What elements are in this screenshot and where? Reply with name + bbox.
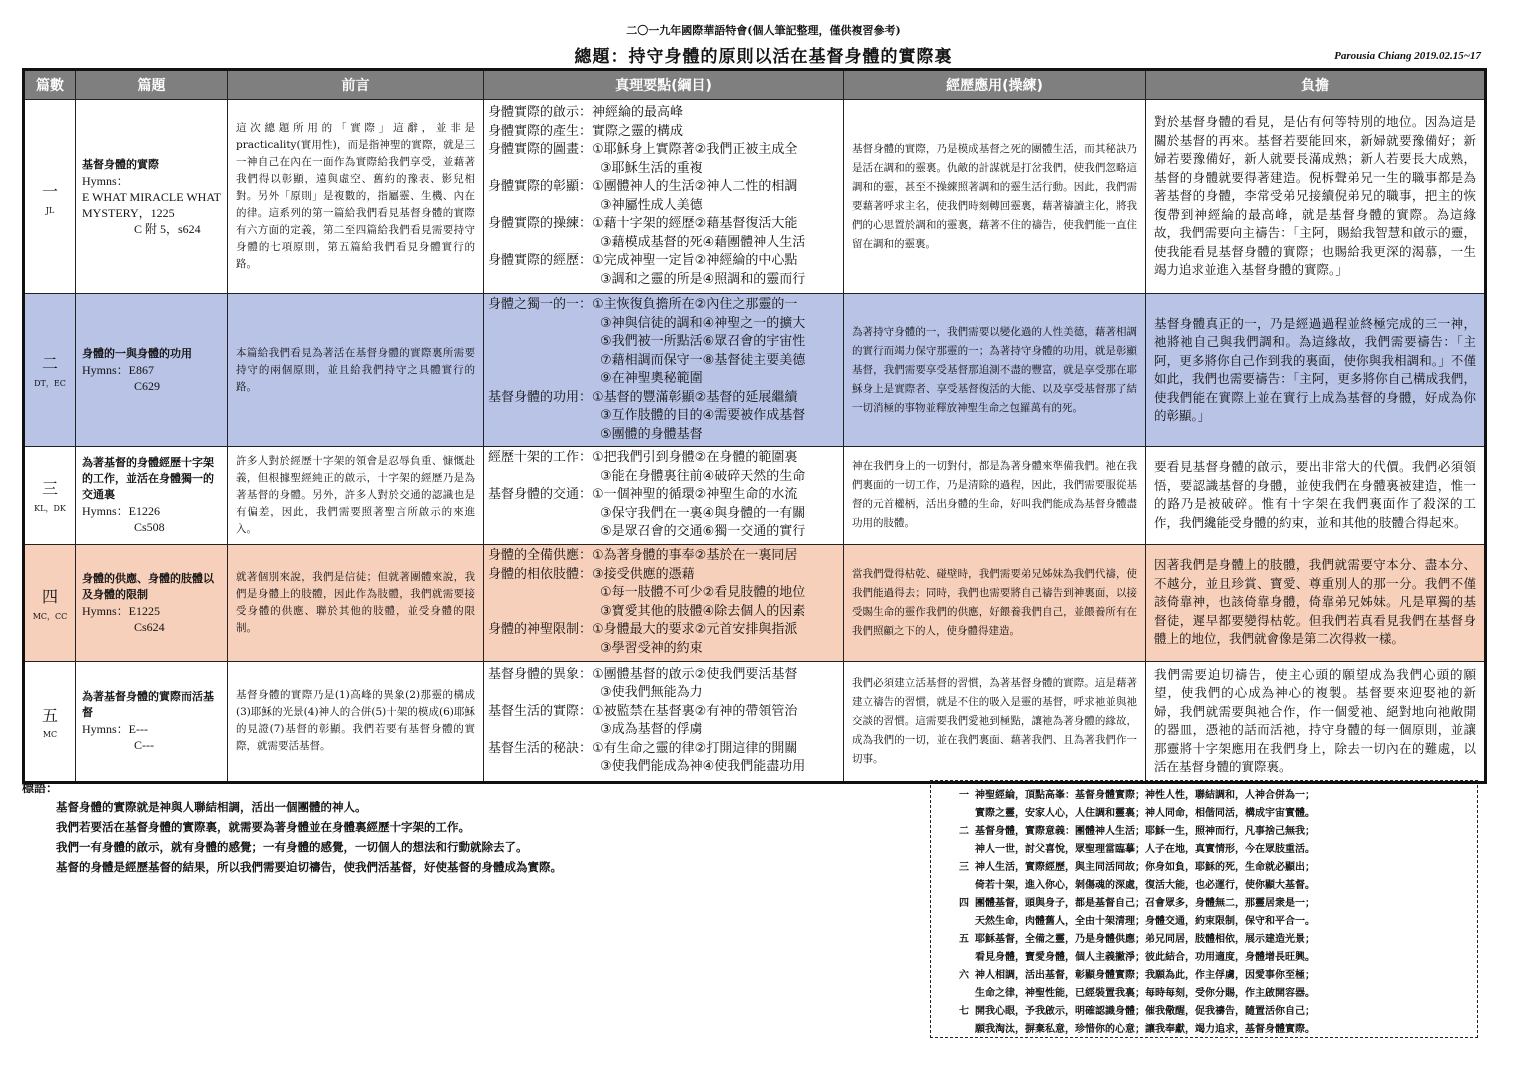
point-item: ③耶穌生活的重複 (600, 160, 703, 176)
point-line (488, 370, 839, 389)
hymns-line: Hymns：E1226 (82, 504, 161, 519)
verse-text: 神人一世，討父喜悅，眾聖理當臨摹；人子在地，真實情形，今在眾肢重活。 (975, 844, 1315, 855)
table-row (24, 294, 1486, 447)
message-title-cell (76, 661, 228, 782)
motto-line: 我們若要活在基督身體的實際裏，就需要為著身體並在身體裏經歷十字架的工作。 (56, 820, 470, 834)
message-title-cell (76, 544, 228, 661)
poem-verse-line (941, 859, 1467, 877)
experience-cell: 當我們覺得枯乾、碰壁時，我們需要弟兄姊妹為我們代禱，使我們能過得去；同時，我們也需要將自己禱告到神裏面，以接受賜生命的靈作我們的供應，好餵養我們自己，並餵養所有在我們照顧之下的人，使身體得建造。 (844, 544, 1146, 661)
point-item: ③寶愛其他的肢體④除去個人的因素 (600, 603, 806, 619)
point-item: ①身體最大的要求②元首安排與指派 (592, 622, 798, 637)
hymns-line: C 附 5，s624 (134, 221, 201, 236)
speaker-code: MC (42, 730, 58, 739)
point-line (488, 621, 839, 640)
points-cell (484, 661, 844, 782)
message-title-cell (76, 294, 228, 447)
preface-cell: 基督身體的實際乃是(1)高峰的異象(2)那靈的構成(3)耶穌的光景(4)神人的合併(5)十架的模成(6)耶穌的見證(7)基督的彰顯。我們若要有基督身體的實際，就需要活基督。 (228, 661, 484, 782)
point-line (488, 407, 839, 426)
speaker-code: JL (45, 205, 55, 215)
message-title: 身體的一與身體的功用 (82, 347, 192, 360)
verse-text: 倚若十架，進入你心，剝傷魂的深處，復活大能，也必運行，使你顯大基督。 (975, 880, 1315, 891)
point-label: 身體實際的啟示： (488, 105, 593, 120)
verse-text: 實際之靈，安家人心，人住調和靈裏；神人同命，相偕同活，構成宇宙實體。 (975, 808, 1315, 819)
poem-verse-line (941, 931, 1467, 949)
table-row (24, 447, 1486, 545)
point-line (488, 197, 839, 216)
poem-verse-line (941, 877, 1467, 895)
hymns-line: C629 (134, 379, 161, 393)
verse-number: 三 (959, 862, 969, 873)
point-item: 神經綸的最高峰 (592, 105, 684, 120)
point-item: ①團體基督的啟示②使我們要活基督 (592, 666, 798, 682)
point-label: 基督身體的異象： (488, 666, 593, 682)
point-item: ①一個神聖的循環②神聖生命的水流 (592, 487, 798, 502)
hymns-line: Hymns：E867 (82, 363, 155, 377)
point-line (488, 160, 839, 179)
poem-verse-line (941, 1003, 1467, 1021)
point-item: ③保守我們在一裏④與身體的一有關 (600, 505, 806, 521)
point-line (488, 141, 839, 160)
poem-verse-line (941, 949, 1467, 967)
preface-cell: 這次總題所用的「實際」這辭，並非是practicality(實用性)，而是指神聖的實際，就是三一神自己在內在一面作為實際給我們享受，並藉著我們得以彰顯，遠與虛空、舊約的豫表、影兒相對。另外「原則」是複數的，指屬靈、生機、內在的律。這系列的第一篇給我們看見基督身體的實際有六方面的定義，第二至四篇給我們看見需要持守身體的七項原則，第五篇給我們看見身體實行的路。 (228, 100, 484, 294)
point-item: ③互作肢體的目的④需要被作成基督 (600, 408, 806, 423)
hymns-line: E WHAT MIRACLE WHAT MYSTERY，1225 (82, 189, 221, 220)
message-title-cell (76, 447, 228, 545)
message-number: 四 (41, 586, 58, 606)
point-line (488, 389, 839, 408)
point-item: ③神屬性成人美德 (600, 197, 703, 213)
point-line (488, 666, 839, 685)
point-item: ①有生命之靈的律②打開這律的開關 (592, 740, 798, 756)
points-cell (484, 447, 844, 545)
point-line (488, 640, 839, 659)
poem-verse-line (941, 895, 1467, 913)
point-line (488, 104, 839, 123)
point-item: ①每一肢體不可少②看見肢體的地位 (600, 585, 806, 600)
poem-verse-line (941, 967, 1467, 985)
point-line (488, 271, 839, 290)
poem-verse-line (941, 985, 1467, 1003)
verse-text: 開我心眼，予我啟示，明確認識身體；催我儆醒，促我禱告，隨置活你自己； (975, 1006, 1315, 1017)
point-label: 基督生活的實際： (488, 703, 593, 719)
points-cell (484, 100, 844, 294)
message-title: 基督身體的實際 (82, 157, 159, 171)
verse-text: 耶穌基督，全備之靈，乃是身體供應；弟兄同居，肢體相依，展示建造光景； (975, 934, 1315, 945)
point-item: ①主恢復負擔所在②內住之那靈的一 (592, 297, 798, 312)
point-line (488, 352, 839, 371)
verse-text: 願我淘汰，摒棄私意，珍惜你的心意；讓我奉獻，竭力追求，基督身體實際。 (975, 1024, 1315, 1035)
point-label: 身體實際的圖畫： (488, 142, 593, 157)
poem-verse-line (941, 841, 1467, 859)
point-label: 身體實際的經歷： (488, 253, 593, 268)
point-item: ③學習受神的約束 (600, 640, 703, 656)
point-line (488, 234, 839, 253)
experience-cell: 神在我們身上的一切對付，都是為著身體來準備我們。祂在我們裏面的一切工作，乃是清除的過程，因此，我們需要服從基督的元首權柄，活出身體的生命，好叫我們能成為基督身體盡功用的肢體。 (844, 447, 1146, 545)
table-header-row (24, 70, 1486, 100)
point-line (488, 123, 839, 142)
point-line (488, 426, 839, 445)
message-title-cell (76, 100, 228, 294)
poem-verse-line (941, 913, 1467, 931)
point-item: ③調和之靈的所是④照調和的靈而行 (600, 271, 806, 287)
message-number-cell (24, 661, 76, 782)
poem-verse-line (941, 1021, 1467, 1039)
point-line (488, 584, 839, 603)
point-item: ③接受供應的憑藉 (592, 566, 695, 582)
point-label: 身體之獨一的一： (488, 297, 593, 312)
burden-cell: 我們需要迫切禱告，使主心頭的願望成為我們心頭的願望，使我們的心成為神心的複製。基督要來迎娶祂的新婦，我們就需要與祂合作，作一個愛祂、絕對地向祂敞開的器皿，憑祂的話而活祂，持守身體的每一個原則，並讓那靈將十字架應用在我們身上，除去一切內在的難處，以活在基督身體的實際裏。 (1146, 661, 1486, 782)
message-number-cell (24, 447, 76, 545)
verse-text: 神聖經綸，頂點高峯：基督身體實際；神性人性，聯結調和，人神合併為一； (975, 790, 1315, 801)
point-line (488, 740, 839, 759)
table-row (24, 544, 1486, 661)
verse-number: 五 (959, 934, 969, 945)
point-label: 身體的相依肢體： (488, 566, 593, 582)
message-title: 身體的供應、身體的肢體以及身體的限制 (82, 571, 214, 601)
preface-cell: 本篇給我們看見為著活在基督身體的實際裏所需要持守的兩個原則，並且給我們持守之具體實行的路。 (228, 294, 484, 447)
point-label: 身體的神聖限制： (488, 622, 593, 637)
point-line (488, 315, 839, 334)
point-item: ①團體神人的生活②神人二性的相調 (592, 179, 798, 194)
point-label: 身體實際的操練： (488, 216, 593, 231)
speaker-code: MC，CC (32, 611, 68, 621)
outline-table (22, 68, 1487, 784)
table-row (24, 661, 1486, 782)
point-line (488, 566, 839, 585)
message-title: 為著基督身體的實際而活基督 (82, 690, 214, 719)
verse-text: 神人相調，活出基督，彰顯身體實際；我願為此，作主俘虜，因愛事你至極； (975, 970, 1315, 981)
verse-number: 二 (959, 826, 969, 837)
experience-cell: 我們必須建立活基督的習慣，為著基督身體的實際。這是藉著建立禱告的習慣，就是不住的吸入是靈的基督，呼求祂並與祂交談的習慣。這需要我們愛祂到極點，讓祂為著身體的緣故，成為我們的一切，並在我們裏面、藉著我們、且為著我們作一切事。 (844, 661, 1146, 782)
message-number: 二 (41, 354, 58, 373)
points-cell (484, 544, 844, 661)
verse-text: 團體基督，頭與身子，都是基督自己；召會眾多，身體無二，那靈居衆是一； (975, 898, 1315, 909)
point-line (488, 547, 839, 566)
point-label: 基督身體的交通： (488, 487, 593, 502)
point-item: ⑤我們被一所點活⑥眾召會的宇宙性 (600, 334, 806, 349)
header-cell-experience: 經歷應用(操練) (844, 70, 1146, 100)
hymn-poem-box (930, 780, 1478, 1038)
point-item: ③藉模成基督的死④藉團體神人生活 (600, 234, 806, 250)
mottos-list (56, 797, 562, 877)
burden-cell: 要看見基督身體的啟示，要出非常大的代價。我們必須領悟，要認識基督的身體，並使我們在身體裏被建造，惟一的路乃是被破碎。惟有十字架在我們裏面作了殺深的工作，我們纔能受身體的約束，並和其他的肢體合得起來。 (1146, 447, 1486, 545)
message-number-cell (24, 544, 76, 661)
page-title: 總題：持守身體的原則以活在基督身體的實際裏 (574, 47, 953, 67)
point-line (488, 178, 839, 197)
point-line (488, 721, 839, 740)
point-item: ①耶穌身上實際著②我們正被主成全 (592, 142, 798, 157)
point-item: ⑦藉相調而保守一⑧基督徒主要美德 (600, 352, 806, 368)
point-label: 基督身體的功用： (488, 389, 593, 405)
verse-number: 六 (959, 970, 969, 981)
experience-cell: 為著持守身體的一，我們需要以變化過的人性美德，藉著相調的實行而竭力保守那靈的一；為著持守身體的功用，就是彰顯基督，我們需要享受基督那追測不盡的豐富，就是享受那在耶穌身上是實際者、享受基督復活的大能、以及享受基督那了結一切消極的事物並釋放神聖生命之包羅萬有的死。 (844, 294, 1146, 447)
header-subtitle: 二〇一九年國際華語特會(個人筆記整理，僅供複習參考) (626, 24, 901, 37)
mottos-label: 標語： (22, 781, 59, 795)
point-line (488, 449, 839, 468)
burden-cell: 因著我們是身體上的肢體，我們就需要守本分、盡本分、不越分，並且珍賞、寶愛、尊重別人的那一分。我們不僅該倚靠神，也該倚靠身體，倚靠弟兄姊妹。凡是單獨的基督徒，遲早都要變得枯乾。但我們若真看見我們在基督身體上的地位，我們就會像是第二次得救一樣。 (1146, 544, 1486, 661)
verse-number: 四 (959, 898, 969, 909)
author-date: Parousia Chiang 2019.02.15~17 (1334, 50, 1481, 62)
point-line (488, 603, 839, 622)
hymns-line: Cs624 (134, 619, 165, 634)
point-item: ①把我們引到身體②在身體的範圍裏 (592, 450, 798, 465)
point-item: ①完成神聖一定旨②神經綸的中心點 (592, 253, 798, 268)
verse-text: 天然生命，肉體舊人，全由十架清理；身體交通，約束限制，保守和平合一。 (975, 916, 1315, 927)
point-label: 身體實際的彰顯： (488, 179, 593, 194)
poem-verse-line (941, 823, 1467, 841)
message-number: 一 (41, 181, 58, 201)
verse-text: 看見身體，寶愛身體，個人主義撇淨；彼此結合，功用適度，身體增長旺興。 (975, 952, 1315, 963)
verse-number: 一 (959, 790, 969, 801)
message-number: 三 (41, 479, 58, 499)
point-line (488, 486, 839, 505)
point-item: ③能在身體裏往前④破碎天然的生命 (600, 468, 806, 484)
motto-line: 基督的身體是經歷基督的結果，所以我們需要迫切禱告，使我們活基督，好使基督的身體成為實際。 (56, 860, 562, 874)
motto-line: 我們一有身體的啟示，就有身體的感覺；一有身體的感覺，一切個人的想法和行動就除去了。 (56, 840, 528, 854)
points-cell (484, 294, 844, 447)
point-line (488, 684, 839, 703)
hymns-line: Hymns：E--- (82, 722, 148, 736)
point-line (488, 333, 839, 352)
preface-cell: 許多人對於經歷十字架的領會是忍辱負重、慷慨赴義，但根據聖經純正的啟示，十字架的經歷乃是為著基督的身體。另外，許多人對於交通的認識也是有偏差，因此，我們需要照著聖言所啟示的來進入。 (228, 447, 484, 545)
verse-text: 神人生活，實際經歷，與主同活同故；你身如負，耶穌的死，生命就必顯出； (975, 862, 1315, 873)
burden-cell: 對於基督身體的看見，是佔有何等特別的地位。因為這是關於基督的再來。基督若要能回來，新婦就要豫備好；新婦若要豫備好，新人就要長滿成熟；新人若要長大成熟，基督的身體就要得著建造。倪柝聲弟兄一生的職事都是為著基督的身體，李常受弟兄接續倪弟兄的職事，把主的恢復帶到神經綸的最高峰，就是基督身體的實際。為這緣故，我們需要向主禱告：「主阿，賜給我智慧和啟示的靈，使我能看見基督身體的實際；也賜給我更深的渴慕，一生竭力追求並進入基督身體的實際。」 (1146, 100, 1486, 294)
poem-verse-line (941, 787, 1467, 805)
point-item: ⑤團體的身體基督 (600, 426, 703, 442)
point-item: 實際之靈的構成 (592, 123, 684, 139)
point-item: ①被監禁在基督裏②有神的帶領管治 (592, 703, 798, 719)
point-label: 身體實際的產生： (488, 123, 593, 139)
poem-verse-line (941, 805, 1467, 823)
header-cell-preface: 前言 (228, 70, 484, 100)
table-row (24, 100, 1486, 294)
speaker-code: KL，DK (34, 504, 66, 514)
burden-cell: 基督身體真正的一，乃是經過過程並終極完成的三一神，祂將祂自己與我們調和。為這緣故，我們需要禱告：「主阿，更多將你自己作到我的裏面，使你與我相調和。」不僅如此，我們也需要禱告：「主阿，更多將你自己構成我們，使我們能在實際上並在實行上成為基督的身體，好成為你的彰顯。」 (1146, 294, 1486, 447)
preface-cell: 就著個別來說，我們是信徒；但就著團體來說，我們是身體上的肢體，因此作為肢體，我們就需要接受身體的供應、聯於其他的肢體，並受身體的限制。 (228, 544, 484, 661)
message-number: 五 (41, 706, 58, 725)
message-number-cell (24, 100, 76, 294)
point-item: ①藉十字架的經歷②藉基督復活大能 (592, 216, 798, 231)
motto-line: 基督身體的實際就是神與人聯結相調，活出一個團體的神人。 (56, 800, 367, 814)
header-cell-title: 篇題 (76, 70, 228, 100)
point-item: ⑤是眾召會的交通⑥獨一交通的實行 (600, 524, 806, 539)
point-line (488, 468, 839, 487)
point-line (488, 703, 839, 722)
point-item: ③使我們無能為力 (600, 685, 703, 700)
point-label: 基督生活的秘訣： (488, 740, 593, 756)
message-number-cell (24, 294, 76, 447)
point-label: 身體的全備供應： (488, 548, 593, 563)
verse-text: 生命之律，神聖性能，已經裝置我裏；每時每刻，受你分賜，作主啟開容器。 (975, 988, 1315, 999)
hymns-line: Cs508 (134, 520, 165, 535)
speaker-code: DT，EC (34, 379, 66, 388)
point-line (488, 523, 839, 542)
hymns-line: Hymns：E1225 (82, 603, 161, 618)
point-line (488, 215, 839, 234)
verse-number: 七 (959, 1006, 969, 1017)
hymns-line: C--- (134, 738, 154, 752)
point-line (488, 505, 839, 524)
point-item: ③成為基督的俘虜 (600, 722, 703, 737)
header-cell-number: 篇數 (24, 70, 76, 100)
point-line (488, 758, 839, 777)
point-item: ⑨在神聖奧秘範圍 (600, 371, 703, 386)
point-line (488, 296, 839, 315)
point-item: ③使我們能成為神④使我們能盡功用 (600, 759, 806, 774)
point-item: ①為著身體的事奉②基於在一裏同居 (592, 548, 798, 563)
message-title: 為著基督的身體經歷十字架的工作，並活在身體獨一的交通裏 (82, 456, 214, 502)
verse-text: 基督身體，實際意義：團體神人生活；耶穌一生，照神而行，凡事捨己無我； (975, 826, 1315, 837)
point-item: ①基督的豐滿彰顯②基督的延展繼續 (592, 389, 798, 405)
point-item: ③神與信徒的調和④神聖之一的擴大 (600, 315, 806, 331)
hymns-line: Hymns： (82, 173, 129, 188)
point-line (488, 252, 839, 271)
header-cell-points: 真理要點(綱目) (484, 70, 844, 100)
experience-cell: 基督身體的實際，乃是模成基督之死的團體生活，而其秘訣乃是活在調和的靈裏。仇敵的計謀就是打岔我們，使我們忽略這調和的靈，甚至不操練照著調和的靈生活行動。因此，我們需要藉著呼求主名，使我們時刻轉回靈裏，藉著禱讀主化，將我們的心思置於調和的靈裏，藉著不住的禱告，使我們能一直住留在調和的靈裏。 (844, 100, 1146, 294)
point-label: 經歷十架的工作： (488, 450, 593, 465)
header-cell-burden: 負擔 (1146, 70, 1486, 100)
